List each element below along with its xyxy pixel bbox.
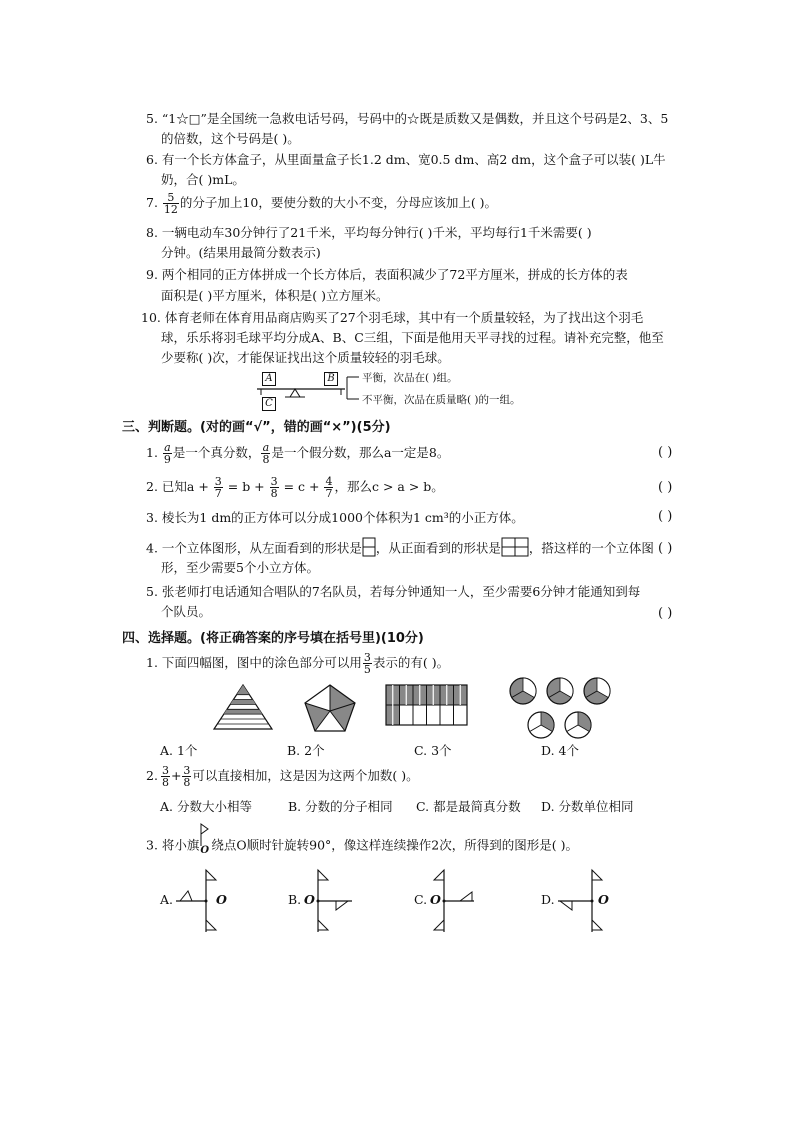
- s4-q2-frac1: [161, 765, 170, 788]
- s4-q2-post: 可以直接相加，这是因为这两个加数( )。: [192, 768, 419, 783]
- s3-q4-part3: ，搭这样的一个立体图: [528, 540, 654, 556]
- q9-line2: 面积是( )平方厘米，体积是( )立方厘米。: [161, 288, 389, 303]
- q9-line1: 9. 两个相同的正方体拼成一个长方体后，表面积减少了72平方厘米，拼成的长方体的表: [146, 267, 628, 282]
- balance-branch-2: 不平衡，次品在质量略( )的一组。: [362, 394, 521, 406]
- s3-q4-part2: ，从正面看到的形状是: [375, 540, 501, 556]
- s3-q1-rest: 是一个假分数，那么a一定是8。: [271, 445, 450, 460]
- s3-q4-line2: 形，至少需要5个小立方体。: [161, 560, 319, 575]
- balance-branch-1: 平衡，次品在( )组。: [362, 372, 458, 384]
- option-a-o-label: O: [216, 892, 227, 907]
- frac-den: 7: [325, 487, 333, 500]
- frac-num: 4: [325, 475, 333, 488]
- q7-num: 7.: [146, 195, 158, 210]
- s3-q2-answer-paren[interactable]: ( ): [658, 480, 673, 495]
- s4-q3-option-a[interactable]: A.: [160, 892, 174, 907]
- figure-pentagon: [302, 683, 358, 735]
- s4-q1-option-c[interactable]: C. 3个: [414, 743, 452, 758]
- s3-q2-t3: = c +: [279, 479, 324, 494]
- s3-q2-t4: ，那么c > a > b。: [334, 479, 444, 494]
- s3-q1-frac2: [261, 442, 270, 465]
- s3-q1-answer-paren[interactable]: ( ): [658, 445, 673, 460]
- s3-q5-line2: 个队员。: [161, 604, 212, 619]
- frac-num: 3: [161, 764, 169, 777]
- q7-frac-num: 5: [163, 192, 179, 204]
- s3-q2-frac1: [214, 476, 223, 499]
- q5-line1: 5. “1☆□”是全国统一急救电话号码，号码中的☆既是质数又是偶数，并且这个号码是2、3、5: [146, 111, 669, 126]
- section3-title: 三、判断题。(对的画“√”，错的画“×”)(5分): [122, 420, 391, 435]
- small-flag-icon: [199, 831, 211, 861]
- frac-den: 9: [163, 453, 171, 466]
- s4-q2-num: 2.: [146, 768, 158, 783]
- option-b-o-label: O: [304, 892, 315, 907]
- s3-q1-frac1: [163, 442, 172, 465]
- s4-q2-option-b[interactable]: B. 分数的分子相同: [288, 799, 393, 814]
- q5-line2: 的倍数，这个号码是( )。: [161, 131, 300, 146]
- s3-q5-line1: 5. 张老师打电话通知合唱队的7名队员，若每分钟通知一人，至少需要6分钟才能通知到每: [146, 584, 641, 599]
- s4-q1-post: 表示的有( )。: [372, 655, 450, 670]
- q8-line2: 分钟。(结果用最简分数表示): [161, 245, 321, 260]
- s3-q1: [146, 440, 449, 466]
- figure-grid: [385, 684, 469, 728]
- front-view-icon: [501, 537, 529, 561]
- q8-line1: 8. 一辆电动车30分钟行了21千米，平均每分钟行( )千米，平均每行1千米需要( ): [146, 225, 592, 240]
- s3-q2: [146, 474, 444, 500]
- s3-q2-frac2: [270, 476, 279, 499]
- frac-num: 3: [214, 475, 222, 488]
- s4-q2-option-a[interactable]: A. 分数大小相等: [160, 799, 252, 814]
- frac-num: 3: [363, 651, 371, 664]
- s4-q2-option-d[interactable]: D. 分数单位相同: [541, 799, 634, 814]
- frac-den: 8: [262, 453, 270, 466]
- q6-line2: 奶，合( )mL。: [161, 172, 245, 187]
- s3-q2-t2: = b +: [223, 479, 269, 494]
- q7-fraction: [163, 192, 179, 215]
- s4-q3-option-d[interactable]: D.: [541, 892, 555, 907]
- frac-den: 8: [183, 776, 191, 789]
- frac-den: 8: [161, 776, 169, 789]
- frac-num: a: [164, 441, 171, 454]
- s3-q3: 3. 棱长为1 dm的正方体可以分成1000个体积为1 cm³的小正方体。: [146, 510, 524, 525]
- frac-num: 3: [270, 475, 278, 488]
- s4-q1: [146, 650, 449, 676]
- q10-line2: 球，乐乐将羽毛球平均分成A、B、C三组，下面是他用天平寻找的过程。请补充完整，他至: [161, 330, 664, 345]
- s4-q2-option-c[interactable]: C. 都是最简真分数: [416, 799, 521, 814]
- s4-q2-plus: +: [170, 768, 182, 783]
- s4-q2-frac2: [182, 765, 191, 788]
- s3-q3-answer-paren[interactable]: ( ): [658, 509, 673, 524]
- left-view-icon: [362, 537, 376, 561]
- frac-den: 7: [214, 487, 222, 500]
- s3-q1-num: 1.: [146, 445, 158, 460]
- frac-den: 5: [363, 663, 371, 676]
- q10-line3: 少要称( )次，才能保证找出这个质量较轻的羽毛球。: [161, 350, 450, 365]
- q7-rest: 的分子加上10，要使分数的大小不变，分母应该加上( )。: [179, 195, 498, 210]
- figure-circles: [508, 676, 614, 742]
- frac-den: 8: [270, 487, 278, 500]
- s4-q2: [146, 763, 419, 789]
- s4-q3-pre: 3. 将小旗: [146, 837, 200, 853]
- s3-q2-frac3: [324, 476, 333, 499]
- s3-q1-mid: 是一个真分数，: [172, 445, 261, 460]
- q7-frac-den: 12: [163, 203, 178, 216]
- s3-q4-part1: 4. 一个立体图形，从左面看到的形状是: [146, 540, 362, 556]
- s4-q1-option-d[interactable]: D. 4个: [541, 743, 579, 758]
- option-a-figure: [174, 866, 218, 936]
- section4-title: 四、选择题。(将正确答案的序号填在括号里)(10分): [122, 631, 424, 646]
- s3-q2-t1: 2. 已知a +: [146, 479, 213, 494]
- q10-line1: 10. 体育老师在体育用品商店购买了27个羽毛球，其中有一个质量较轻，为了找出这个羽毛: [141, 310, 644, 325]
- frac-num: 3: [183, 764, 191, 777]
- s4-q3-post: 绕点O顺时针旋转90°，像这样连续操作2次，所得到的图形是( )。: [211, 837, 578, 853]
- group-a-box: A: [262, 372, 276, 386]
- flag-o-label: O: [200, 845, 210, 856]
- s4-q1-pre: 1. 下面四幅图，图中的涂色部分可以用: [146, 655, 362, 670]
- s4-q3: [146, 831, 578, 861]
- s4-q1-option-b[interactable]: B. 2个: [287, 743, 325, 758]
- group-b-box: B: [324, 372, 338, 386]
- option-d-figure: [554, 866, 604, 936]
- s3-q4-answer-paren[interactable]: ( ): [658, 541, 673, 556]
- group-c-box: C: [262, 397, 276, 411]
- s4-q1-frac: [363, 652, 372, 675]
- q7: [146, 190, 497, 216]
- s4-q3-option-c[interactable]: C.: [414, 892, 428, 907]
- s3-q5-answer-paren[interactable]: ( ): [658, 606, 673, 621]
- option-c-o-label: O: [430, 892, 441, 907]
- s3-q4-line1: [146, 537, 654, 561]
- s4-q1-option-a[interactable]: A. 1个: [160, 743, 198, 758]
- q6-line1: 6. 有一个长方体盒子，从里面量盒子长1.2 dm、宽0.5 dm、高2 dm，这个盒子可以装( )L牛: [146, 152, 666, 167]
- frac-num: a: [262, 441, 270, 454]
- figure-triangle: [212, 683, 274, 731]
- option-d-o-label: O: [598, 892, 609, 907]
- s4-q3-option-b[interactable]: B.: [288, 892, 302, 907]
